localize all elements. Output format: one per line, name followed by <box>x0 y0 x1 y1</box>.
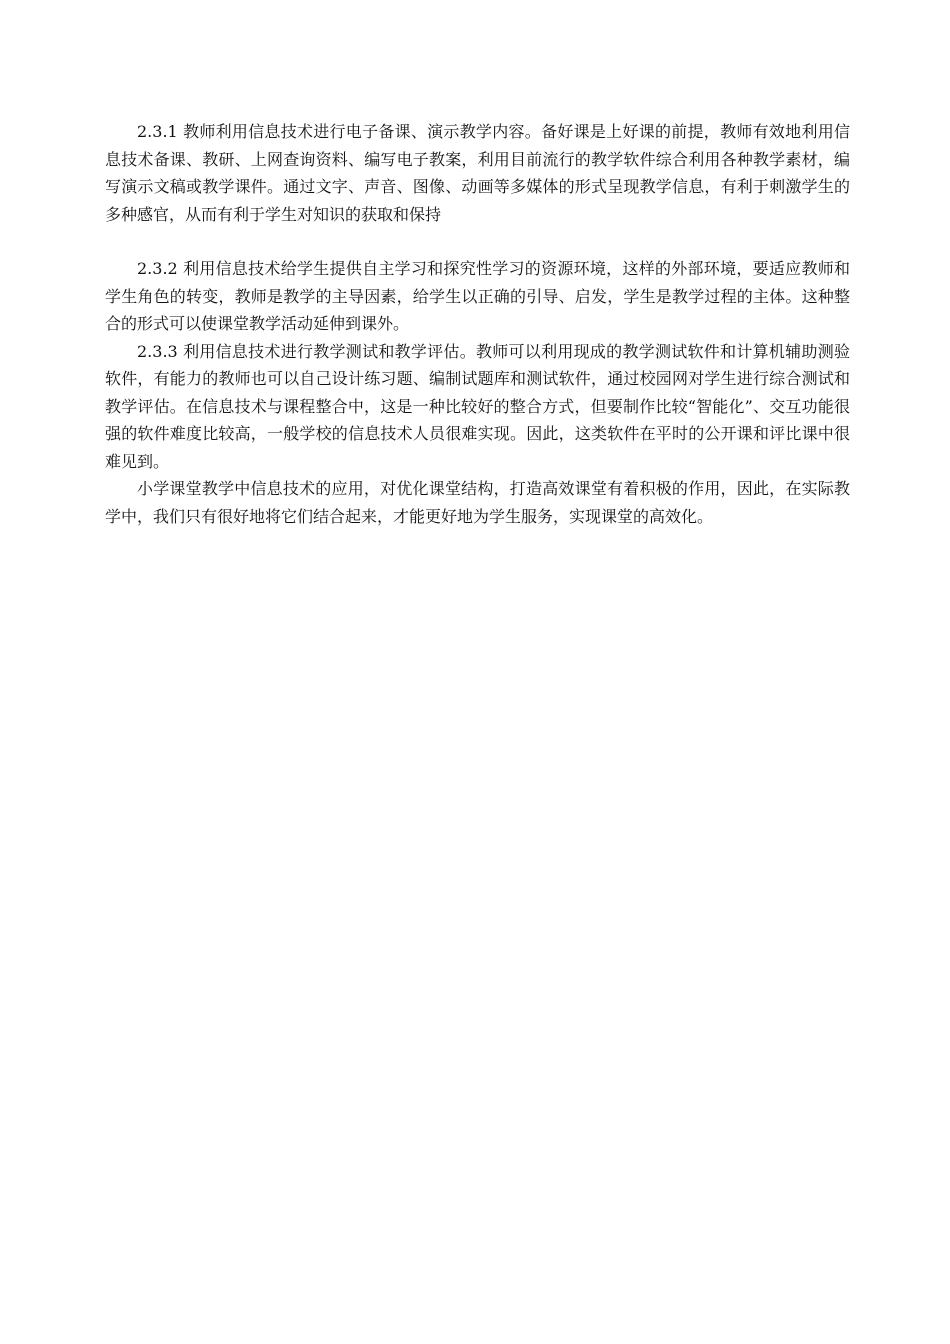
paragraph-conclusion: 小学课堂教学中信息技术的应用，对优化课堂结构，打造高效课堂有着积极的作用，因此，在实际教学中，我们只有很好地将它们结合起来，才能更好地为学生服务，实现课堂的高效化。 <box>105 479 850 526</box>
paragraph-2-3-2: 2.3.2 利用信息技术给学生提供自主学习和探究性学习的资源环境，这样的外部环境，要适应教师和学生角色的转变，教师是教学的主导因素，给学生以正确的引导、启发，学生是教学过程的主体。这种整合的形式可以使课堂教学活动延伸到课外。 <box>105 259 850 333</box>
paragraph-2-3-3: 2.3.3 利用信息技术进行教学测试和教学评估。教师可以利用现成的教学测试软件和计算机辅助测验软件，有能力的教师也可以自己设计练习题、编制试题库和测试软件，通过校园网对学生进行综合测试和教学评估。在信息技术与课程整合中，这是一种比较好的整合方式，但要制作比较“智能化”、交互功能很强的软件难度比较高，一般学校的信息技术人员很难实现。因此，这类软件在平时的公开课和评比课中很难见到。 <box>105 341 850 471</box>
paragraph-2-3-1: 2.3.1 教师利用信息技术进行电子备课、演示教学内容。备好课是上好课的前提，教师有效地利用信息技术备课、教研、上网查询资料、编写电子教案，利用目前流行的教学软件综合利用各种教学素材，编写演示文稿或教学课件。通过文字、声音、图像、动画等多媒体的形式呈现教学信息，有利于刺激学生的多种感官，从而有利于学生对知识的获取和保持 <box>105 122 850 224</box>
document-body <box>105 118 850 530</box>
